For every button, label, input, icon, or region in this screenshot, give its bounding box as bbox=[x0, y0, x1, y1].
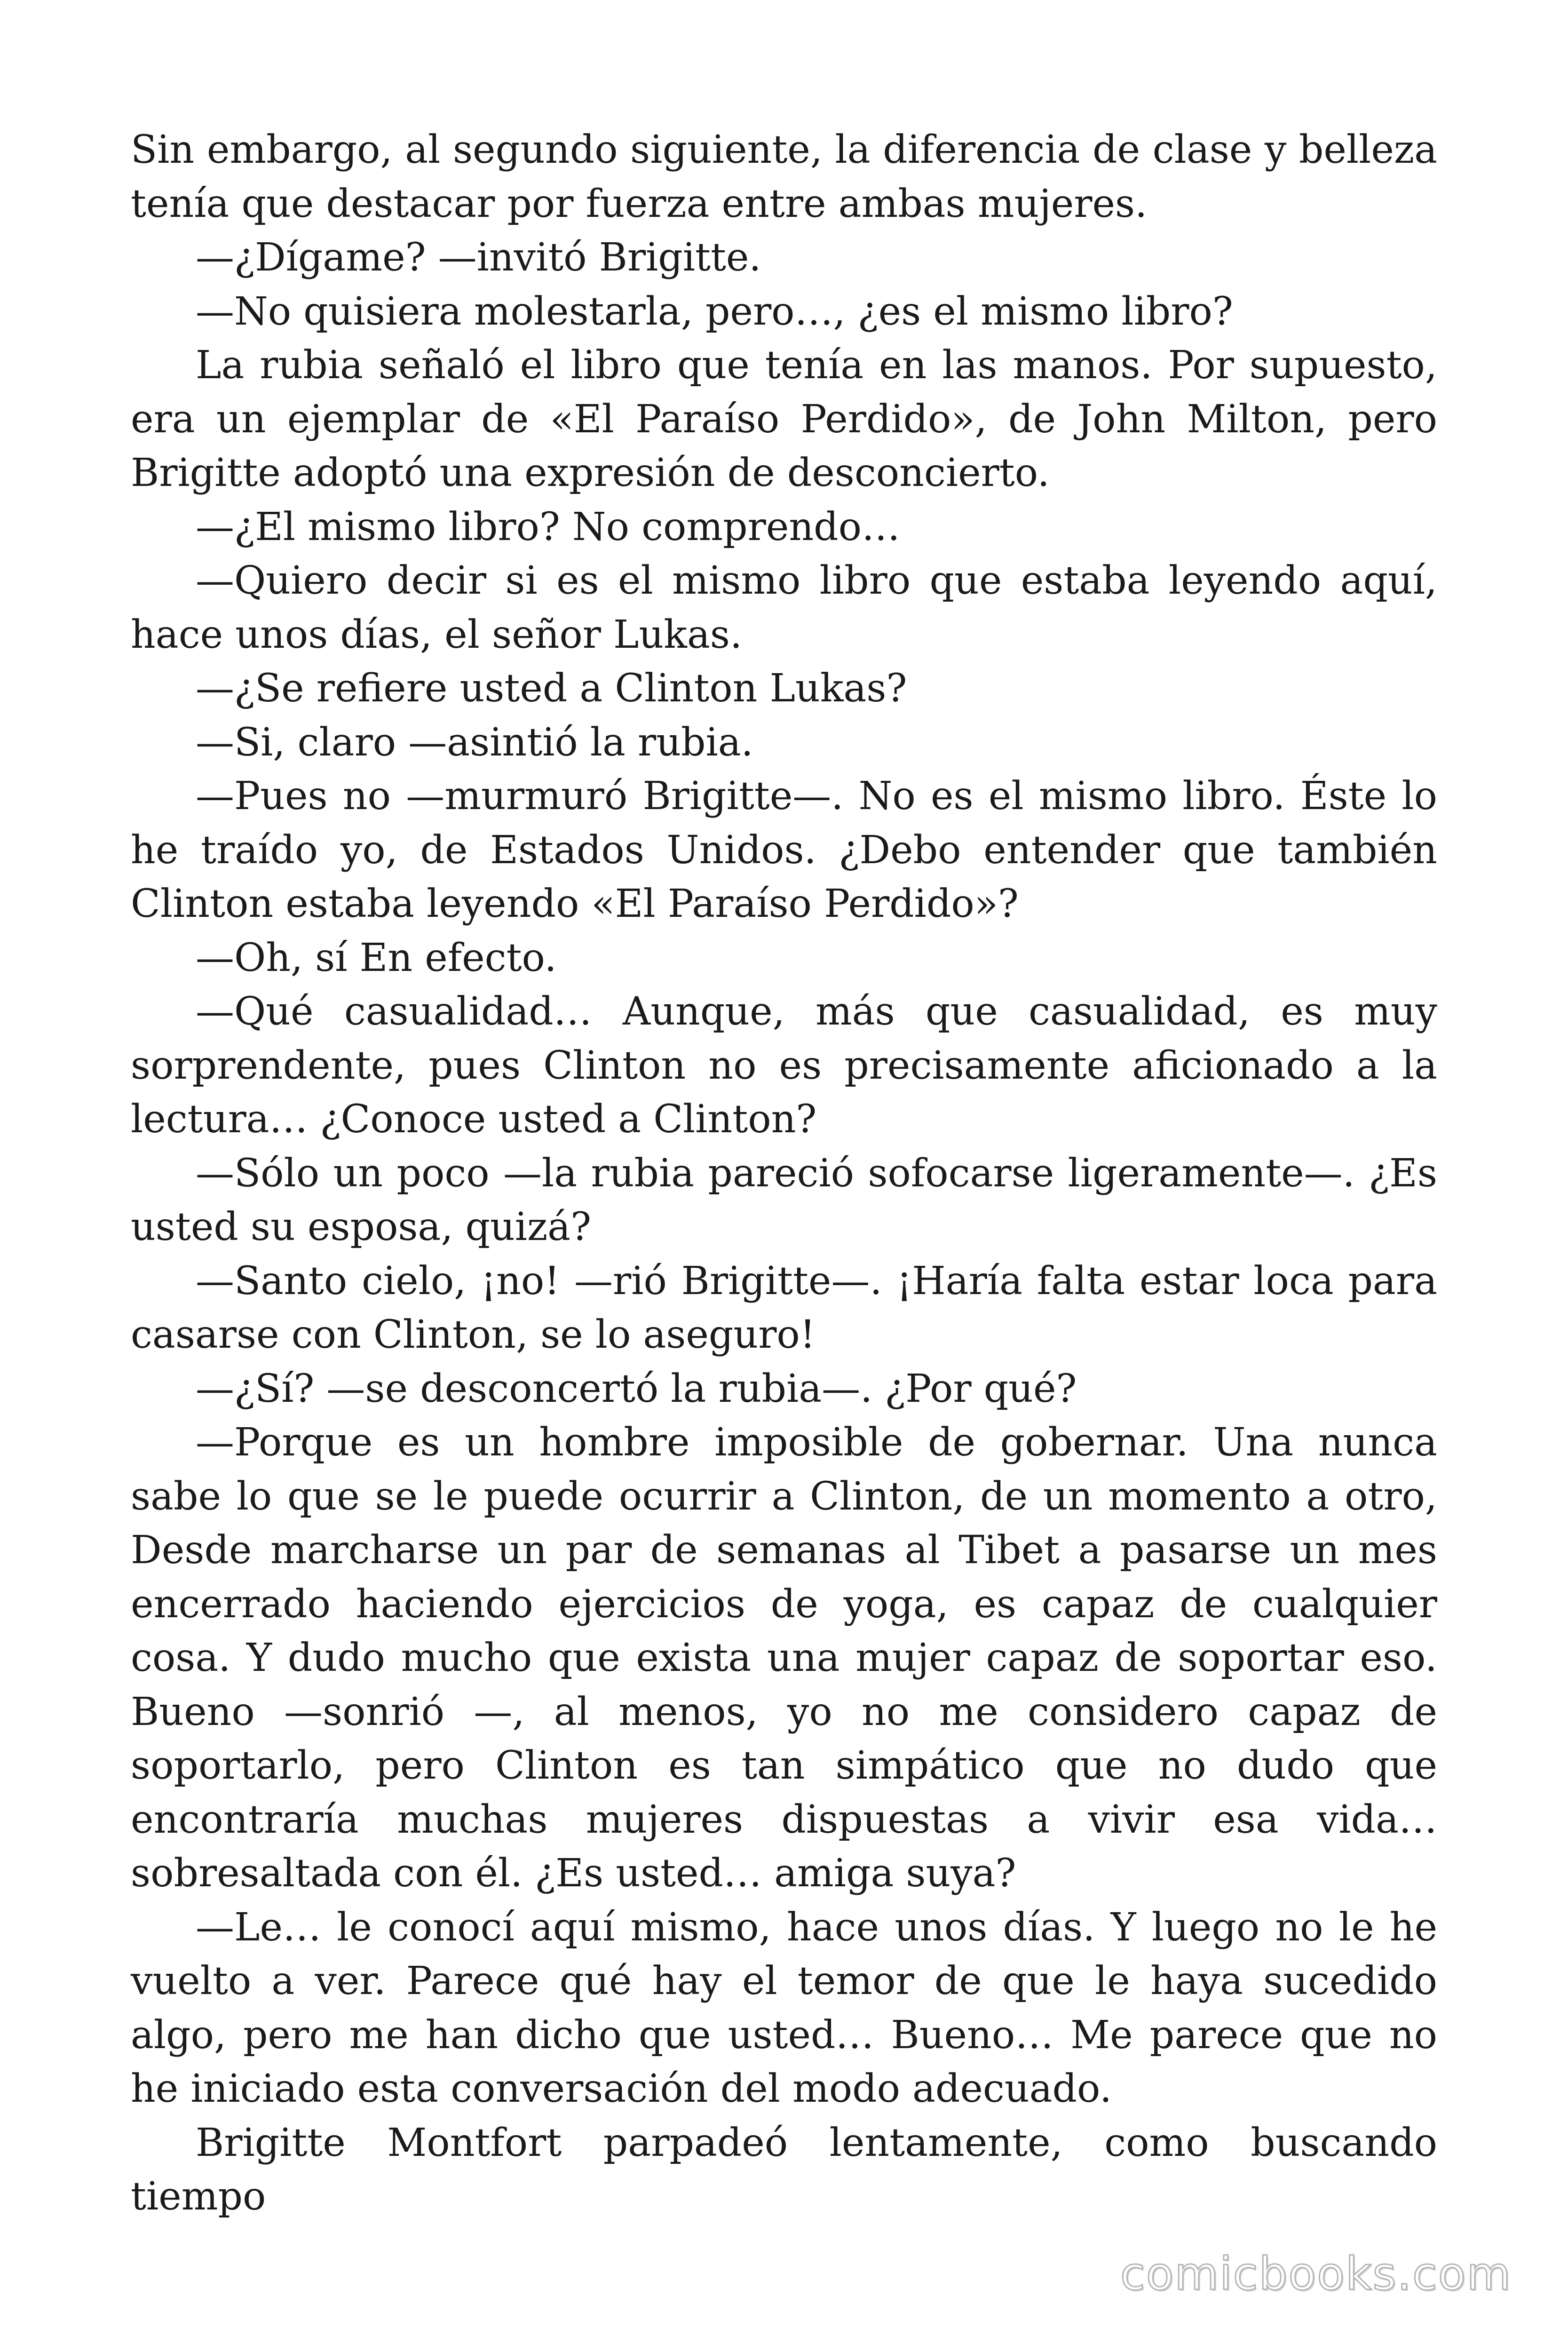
paragraph-14: —¿Sí? —se desconcertó la rubia—. ¿Por qué? bbox=[196, 1366, 1077, 1411]
watermark-text: comicbooks.com bbox=[1120, 2248, 1512, 2300]
paragraph-8: —Si, claro —asintió la rubia. bbox=[196, 720, 753, 765]
paragraph-16: —Le… le conocí aquí mismo, hace unos días. Y luego no le he vuelto a ver. Parece qué hay el temor de que le haya sucedido algo, pero me han dicho que usted… Bueno… Me parece que no he iniciado esta conversación del modo adecuado. bbox=[131, 1905, 1437, 2111]
paragraph-10: —Oh, sí En efecto. bbox=[196, 935, 557, 980]
paragraph-3: —No quisiera molestarla, pero…, ¿es el mismo libro? bbox=[196, 289, 1233, 334]
paragraph-12: —Sólo un poco —la rubia pareció sofocarse ligeramente—. ¿Es usted su esposa, quizá? bbox=[131, 1151, 1437, 1249]
paragraph-6: —Quiero decir si es el mismo libro que estaba leyendo aquí, hace unos días, el señor Lukas. bbox=[131, 558, 1437, 657]
body-text bbox=[131, 123, 1437, 2224]
paragraph-13: —Santo cielo, ¡no! —rió Brigitte—. ¡Haría falta estar loca para casarse con Clinton, se lo aseguro! bbox=[131, 1258, 1437, 1357]
paragraph-2: —¿Dígame? —invitó Brigitte. bbox=[196, 235, 761, 280]
paragraph-9: —Pues no —murmuró Brigitte—. No es el mismo libro. Éste lo he traído yo, de Estados Unidos. ¿Debo entender que también Clinton estaba leyendo «El Paraíso Perdido»? bbox=[131, 774, 1437, 926]
paragraph-7: —¿Se refiere usted a Clinton Lukas? bbox=[196, 666, 907, 711]
paragraph-17: Brigitte Montfort parpadeó lentamente, como buscando tiempo bbox=[131, 2120, 1437, 2219]
paragraph-1: Sin embargo, al segundo siguiente, la diferencia de clase y belleza tenía que destacar por fuerza entre ambas mujeres. bbox=[131, 127, 1437, 226]
paragraph-5: —¿El mismo libro? No comprendo… bbox=[196, 504, 901, 549]
paragraph-11: —Qué casualidad… Aunque, más que casualidad, es muy sorprendente, pues Clinton no es precisamente aficionado a la lectura… ¿Conoce usted a Clinton? bbox=[131, 989, 1437, 1142]
paragraph-4: La rubia señaló el libro que tenía en las manos. Por supuesto, era un ejemplar de «El Paraíso Perdido», de John Milton, pero Brigitte adoptó una expresión de desconcierto. bbox=[131, 343, 1437, 495]
paragraph-15: —Porque es un hombre imposible de gobernar. Una nunca sabe lo que se le puede ocurrir a Clinton, de un momento a otro, Desde marcharse un par de semanas al Tibet a pasarse un mes encerrado haciendo ejercicios de yoga, es capaz de cualquier cosa. Y dudo mucho que exista una mujer capaz de soportar eso. Bueno —sonrió —, al menos, yo no me considero capaz de soportarlo, pero Clinton es tan simpático que no dudo que encontraría muchas mujeres dispuestas a vivir esa vida… sobresaltada con él. ¿Es usted… amiga suya? bbox=[131, 1420, 1437, 1896]
